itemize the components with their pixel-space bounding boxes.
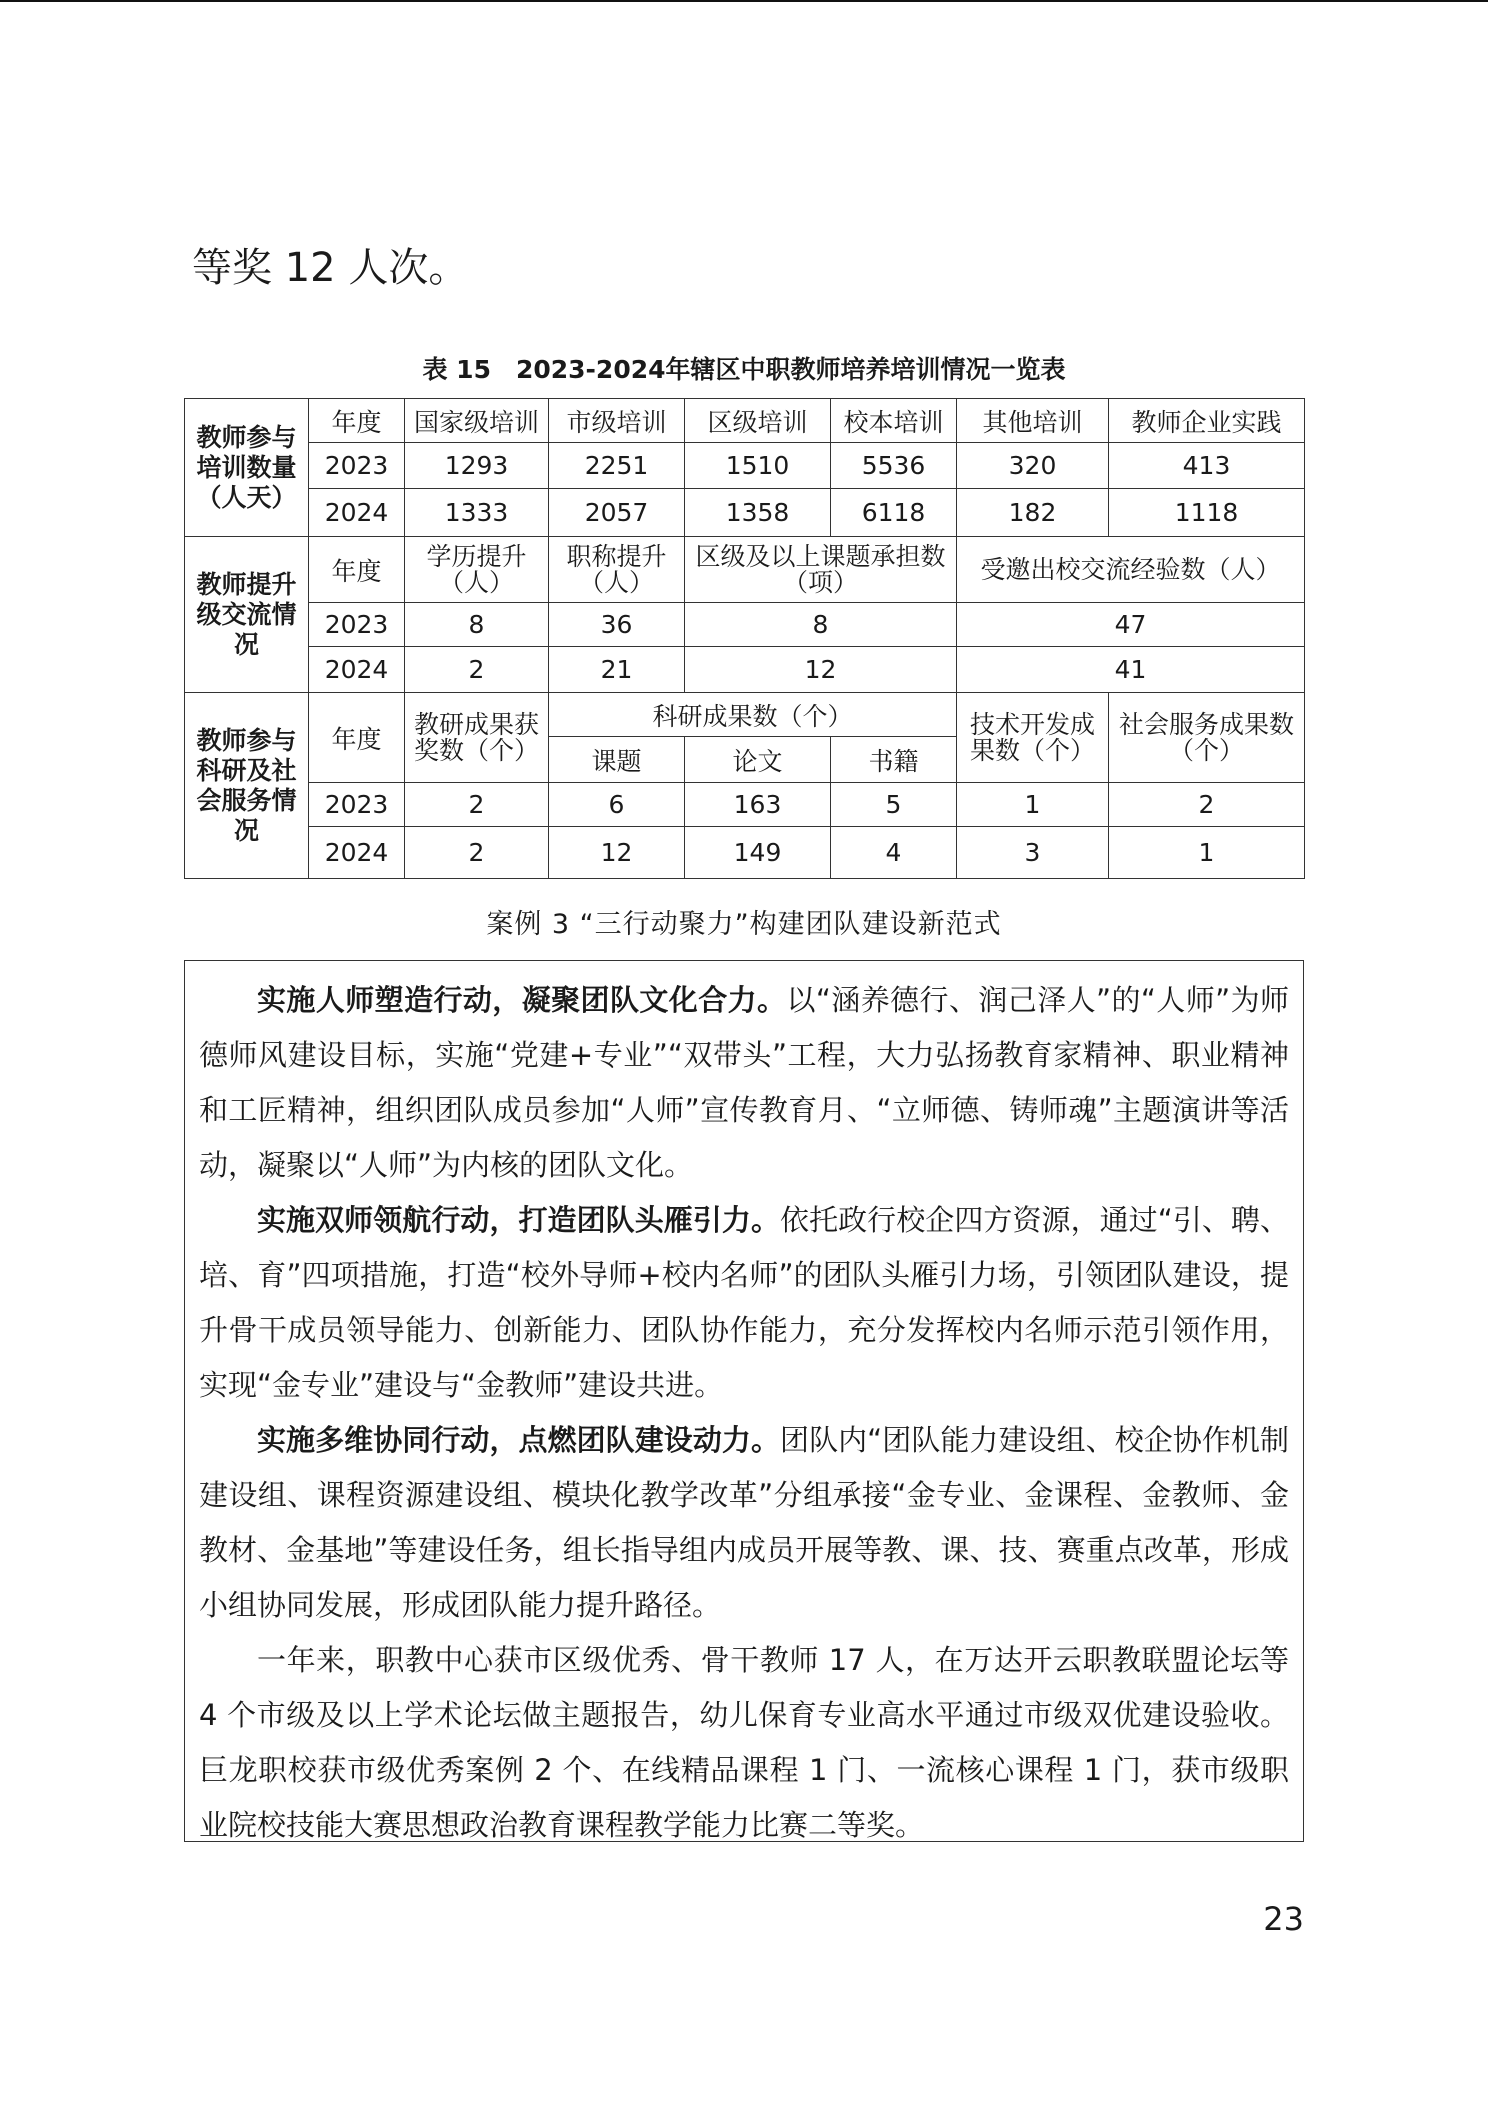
lead-text: 等奖 12 人次。: [192, 245, 469, 291]
table-cell: 1: [957, 783, 1109, 827]
table-cell: 5: [831, 783, 957, 827]
table-cell: 2: [405, 827, 549, 879]
table-row: [185, 489, 1305, 537]
header-cell: 国家级培训: [405, 399, 549, 443]
header-cell: 论文: [685, 737, 831, 783]
paragraph-lead: 实施双师领航行动，打造团队头雁引力。: [257, 1203, 781, 1237]
header-cell: 年度: [309, 399, 405, 443]
table-cell: 182: [957, 489, 1109, 537]
table-cell: 413: [1109, 443, 1305, 489]
table-cell: 6118: [831, 489, 957, 537]
header-cell: 教师企业实践: [1109, 399, 1305, 443]
table-cell: 2024: [309, 489, 405, 537]
table-cell: 47: [957, 603, 1305, 647]
header-cell: 课题: [549, 737, 685, 783]
page-number: 23: [1263, 1900, 1304, 1938]
header-cell: 市级培训: [549, 399, 685, 443]
paragraph-text: 团队内“团队能力建设组、校企协作机制建设组、课程资源建设组、模块化教学改革”分组承接“金专业、金课程、金教师、金教材、金基地”等建设任务，组长指导组内成员开展等教、课、技、赛重点改革，形成小组协同发展，形成团队能力提升路径。: [199, 1423, 1289, 1622]
training-group-label: 教师参与培训数量（人天）: [185, 399, 309, 537]
research-group-label: 教师参与科研及社会服务情况: [185, 693, 309, 879]
table-cell: 320: [957, 443, 1109, 489]
paragraph-lead: 实施人师塑造行动，凝聚团队文化合力。: [257, 983, 787, 1017]
table-cell: 41: [957, 647, 1305, 693]
header-cell: 校本培训: [831, 399, 957, 443]
table-cell: 1293: [405, 443, 549, 489]
paragraph-lead: 实施多维协同行动，点燃团队建设动力。: [257, 1423, 781, 1457]
table-cell: 2251: [549, 443, 685, 489]
table-cell: 8: [685, 603, 957, 647]
table-cell: 2: [405, 783, 549, 827]
promotion-group-label: 教师提升级交流情况: [185, 537, 309, 693]
header-cell: 区级培训: [685, 399, 831, 443]
table-cell: 4: [831, 827, 957, 879]
table-cell: 12: [685, 647, 957, 693]
table-cell: 6: [549, 783, 685, 827]
table-cell: 36: [549, 603, 685, 647]
table-cell: 2: [1109, 783, 1305, 827]
header-cell: 年度: [309, 537, 405, 603]
table-cell: 149: [685, 827, 831, 879]
header-cell: 区级及以上课题承担数（项）: [685, 537, 957, 603]
top-border: [0, 0, 1488, 2]
table-cell: 2: [405, 647, 549, 693]
table-cell: 1358: [685, 489, 831, 537]
header-cell: 技术开发成果数（个）: [957, 693, 1109, 783]
header-cell: 职称提升（人）: [549, 537, 685, 603]
header-cell: 社会服务成果数（个）: [1109, 693, 1305, 783]
table-row: [185, 443, 1305, 489]
table-cell: 5536: [831, 443, 957, 489]
table-cell: 8: [405, 603, 549, 647]
paragraph-text: 一年来，职教中心获市区级优秀、骨干教师 17 人，在万达开云职教联盟论坛等 4 个市级及以上学术论坛做主题报告，幼儿保育专业高水平通过市级双优建设验收。巨龙职校获市级优秀案例 2 个、在线精品课程 1 门、一流核心课程 1 门，获市级职业院校技能大赛思想政治教育课程教学能力比赛二等奖。: [199, 1643, 1289, 1842]
training-table: [184, 398, 1305, 879]
header-cell: 受邀出校交流经验数（人）: [957, 537, 1305, 603]
table-cell: 21: [549, 647, 685, 693]
case-title: 案例 3 “三行动聚力”构建团队建设新范式: [486, 909, 1002, 940]
table-cell: 3: [957, 827, 1109, 879]
table-cell: 1510: [685, 443, 831, 489]
table-cell: 2057: [549, 489, 685, 537]
table-cell: 2023: [309, 603, 405, 647]
case-paragraph: [199, 1193, 1289, 1413]
case-paragraph: [199, 1413, 1289, 1633]
table-cell: 1333: [405, 489, 549, 537]
header-cell: 学历提升（人）: [405, 537, 549, 603]
table-cell: 2023: [309, 783, 405, 827]
header-cell: 其他培训: [957, 399, 1109, 443]
table-title: 表 15 2023-2024年辖区中职教师培养培训情况一览表: [422, 355, 1066, 384]
table-cell: 163: [685, 783, 831, 827]
table-cell: 2023: [309, 443, 405, 489]
paragraph-text: 依托政行校企四方资源，通过“引、聘、培、育”四项措施，打造“校外导师+校内名师”的团队头雁引力场，引领团队建设，提升骨干成员领导能力、创新能力、团队协作能力，充分发挥校内名师示范引领作用，实现“金专业”建设与“金教师”建设共进。: [199, 1203, 1289, 1402]
paragraph-text: 以“涵养德行、润己泽人”的“人师”为师德师风建设目标，实施“党建+专业”“双带头”工程，大力弘扬教育家精神、职业精神和工匠精神，组织团队成员参加“人师”宣传教育月、“立师德、铸师魂”主题演讲等活动，凝聚以“人师”为内核的团队文化。: [199, 983, 1289, 1182]
case-box: [184, 960, 1304, 1842]
table-cell: 2024: [309, 647, 405, 693]
table-cell: 1118: [1109, 489, 1305, 537]
table-row: [185, 647, 1305, 693]
table-cell: 2024: [309, 827, 405, 879]
case-paragraph: [199, 1633, 1289, 1853]
header-cell: 教研成果获奖数（个）: [405, 693, 549, 783]
header-cell: 年度: [309, 693, 405, 783]
table-cell: 12: [549, 827, 685, 879]
header-cell: 科研成果数（个）: [549, 693, 957, 737]
table-cell: 1: [1109, 827, 1305, 879]
table-row: [185, 827, 1305, 879]
header-cell: 书籍: [831, 737, 957, 783]
table-row: [185, 603, 1305, 647]
case-paragraph: [199, 973, 1289, 1193]
table-row: [185, 783, 1305, 827]
